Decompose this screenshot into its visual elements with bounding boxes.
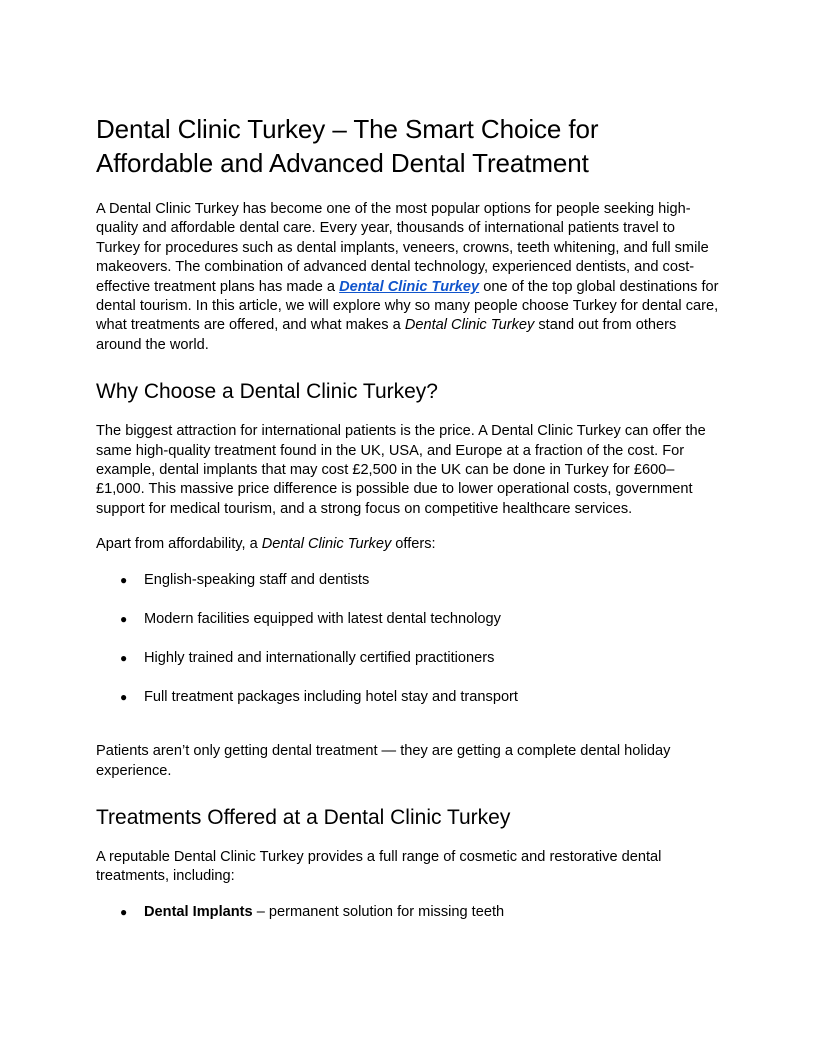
affordability-text-2: offers: <box>391 536 436 553</box>
treatment-description: – permanent solution for missing teeth <box>252 903 505 920</box>
list-item-text: Modern facilities equipped with latest dental technology <box>144 610 501 627</box>
treatment-name: Dental Implants <box>144 903 253 920</box>
dental-holiday-paragraph: Patients aren’t only getting dental treatment — they are getting a complete dental holiday experience. <box>96 743 671 779</box>
list-item-text: Highly trained and internationally certified practitioners <box>144 649 495 666</box>
list-item <box>96 649 720 668</box>
affordability-italic-text: Dental Clinic Turkey <box>261 536 392 553</box>
bullet-icon: ● <box>120 689 128 704</box>
list-item-text: English-speaking staff and dentists <box>144 571 370 588</box>
affordability-paragraph <box>96 535 720 554</box>
bullet-icon: ● <box>120 650 128 665</box>
treatments-paragraph: A reputable Dental Clinic Turkey provides a full range of cosmetic and restorative dental treatments, including: <box>96 848 662 885</box>
list-item-text: Full treatment packages including hotel stay and transport <box>144 688 518 705</box>
document-body <box>96 112 720 922</box>
bullet-icon: ● <box>120 572 128 587</box>
section-heading-treatments: Treatments Offered at a Dental Clinic Turkey <box>96 805 511 829</box>
bullet-icon: ● <box>120 904 128 919</box>
treatments-list <box>96 903 720 922</box>
list-item <box>96 610 720 629</box>
intro-text-2: one of the top global destinations for dental tourism. In this article, we will explore why so many people choose Turkey for dental care, what treatments are offered, and what makes a <box>96 278 719 334</box>
benefits-list <box>96 571 720 707</box>
bullet-icon: ● <box>120 611 128 626</box>
list-item <box>96 688 720 707</box>
dental-clinic-turkey-link[interactable]: Dental Clinic Turkey <box>339 278 480 295</box>
page-title: Dental Clinic Turkey – The Smart Choice for Affordable and Advanced Dental Treatment <box>96 114 599 178</box>
intro-italic-text: Dental Clinic Turkey <box>404 317 535 334</box>
price-paragraph: The biggest attraction for international patients is the price. A Dental Clinic Turkey can offer the same high-quality treatment found in the UK, USA, and Europe at a fraction of the cost. For example, dental implants that may cost £2,500 in the UK can be done in Turkey for £600–£1,000. This massive price difference is possible due to lower operational costs, government support for medical tourism, and a strong focus on competitive healthcare services. <box>96 423 706 517</box>
affordability-text-1: Apart from affordability, a <box>96 536 262 553</box>
intro-paragraph <box>96 200 720 355</box>
list-item <box>96 903 720 922</box>
intro-text-3: stand out from others around the world. <box>96 317 677 353</box>
list-item <box>96 571 720 590</box>
section-heading-why-choose: Why Choose a Dental Clinic Turkey? <box>96 380 438 404</box>
intro-text-1: A Dental Clinic Turkey has become one of the most popular options for people seeking high-quality and affordable dental care. Every year, thousands of international patients travel to Turkey for procedures such as dental implants, veneers, crowns, teeth whitening, and full smile makeovers. The combination of advanced dental technology, experienced dentists, and cost-effective treatment plans has made a <box>96 201 709 295</box>
